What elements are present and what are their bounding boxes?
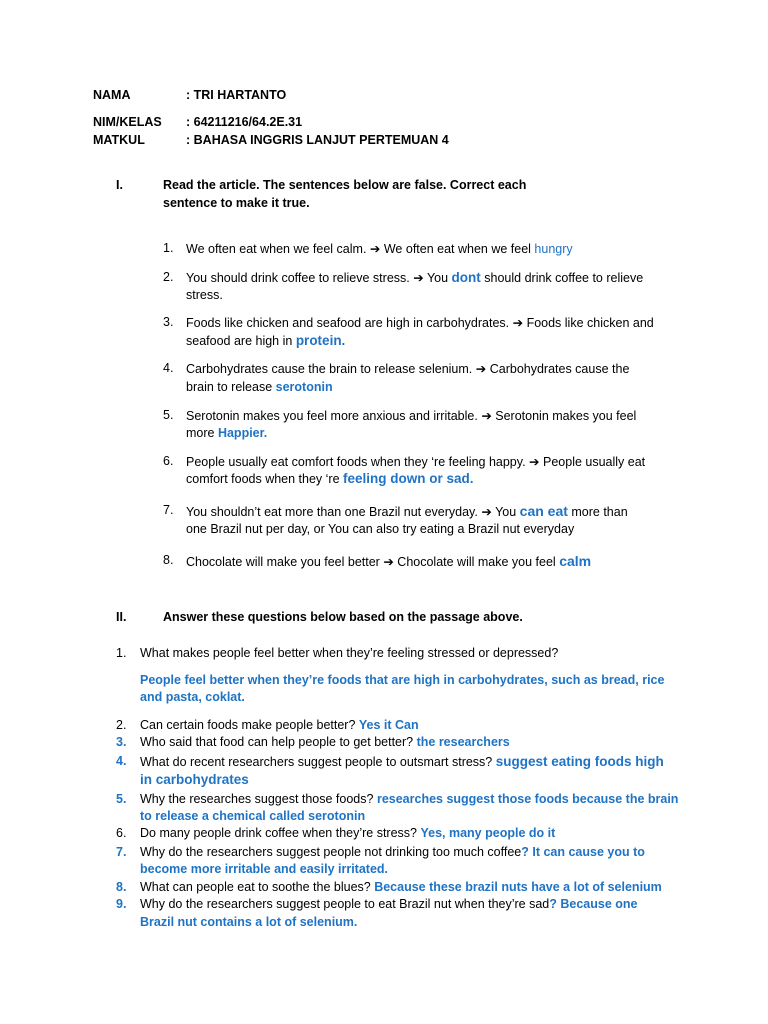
question-number: 5. [116,792,127,806]
question-text: Why the researches suggest those foods? [140,792,377,806]
corrected-sentence-line2 [186,426,267,440]
item-number: 5. [163,408,174,422]
arrow-icon: ➔ [529,455,540,469]
arrow-icon: ➔ [512,316,524,330]
section1-instruction-line2: sentence to make it true. [163,196,310,210]
false-sentence: Serotonin makes you feel more anxious and irritable. [186,409,478,423]
question-item [140,792,678,806]
list-item [186,553,591,569]
item-number: 4. [163,361,174,375]
arrow-icon: ➔ [413,271,424,285]
nama-value: : TRI HARTANTO [186,88,287,102]
item-number: 2. [163,270,174,284]
corrected-sentence-line2 [186,333,345,348]
answer-text: People feel better when they’re foods that are high in carbohydrates, such as bread, rice [140,673,665,687]
question-text: What makes people feel better when they’re feeling stressed or depressed? [140,646,559,660]
answer-text: Happier. [217,426,268,440]
item-number: 6. [163,454,174,468]
nim-value: : 64211216/64.2E.31 [186,115,303,129]
false-sentence: People usually eat comfort foods when they ‘re feeling happy. [186,455,526,469]
false-sentence: Foods like chicken and seafood are high in carbohydrates. [186,316,510,330]
question-item [140,880,662,894]
matkul-label: MATKUL [93,133,145,147]
arrow-icon: ➔ [369,242,381,256]
question-number: 6. [116,826,127,840]
question-text: What can people eat to soothe the blues? [140,880,375,894]
answer-text: protein. [295,333,346,348]
corrected-sentence: Chocolate will make you feel [393,555,560,569]
answer-text-line2: Brazil nut contains a lot of selenium. [140,915,358,929]
answer-text: hungry [534,242,573,256]
false-sentence: Chocolate will make you feel better [186,555,380,569]
false-sentence: You should drink coffee to relieve stress. [186,271,410,285]
arrow-icon: ➔ [383,555,394,569]
question-item [140,735,510,749]
corrected-sentence: We often eat when we feel [380,242,535,256]
section1-instruction-line1: Read the article. The sentences below are false. Correct each [163,178,527,192]
arrow-icon: ➔ [475,362,487,376]
question-item [140,826,555,840]
list-item [186,454,645,469]
section2-number: II. [116,610,127,624]
answer-text: serotonin [275,380,333,394]
question-number: 4. [116,754,127,768]
answer-text: feeling down or sad. [343,471,474,486]
question-text: What do recent researchers suggest people to outsmart stress? [140,755,496,769]
answer-text-line2: in carbohydrates [140,772,249,787]
question-number: 7. [116,845,127,859]
corrected-sentence-cont: more than [567,505,628,519]
list-item [186,408,636,423]
nim-label: NIM/KELAS [93,115,162,129]
question-item [140,754,664,769]
question-item [140,845,645,859]
answer-text: suggest eating foods high [495,754,664,769]
corrected-sentence-cont: should drink coffee to relieve [480,271,644,285]
false-sentence: Carbohydrates cause the brain to release selenium. [186,362,473,376]
corrected-sentence: Carbohydrates cause the [486,362,630,376]
section1-number: I. [116,178,123,192]
question-number: 8. [116,880,127,894]
corrected-sentence-cont: comfort foods when they ‘re [186,472,344,486]
question-item [140,718,419,732]
corrected-sentence-line2: stress. [186,288,223,302]
item-number: 8. [163,553,174,567]
answer-text-line2: become more irritable and easily irritated. [140,862,389,876]
corrected-sentence-cont: brain to release [186,380,276,394]
question-number: 2. [116,718,127,732]
corrected-sentence: Serotonin makes you feel [491,409,637,423]
corrected-sentence: You [423,271,452,285]
section2-instruction: Answer these questions below based on the passage above. [163,610,523,624]
question-text: Do many people drink coffee when they’re stress? [140,826,421,840]
list-item [186,315,654,330]
answer-text: calm [559,553,592,569]
answer-text: Because these brazil nuts have a lot of selenium [374,880,662,894]
answer-text: researches suggest those foods because the brain [376,792,679,806]
matkul-value: : BAHASA INGGRIS LANJUT PERTEMUAN 4 [186,133,449,147]
question-number: 9. [116,897,127,911]
nama-label: NAMA [93,88,131,102]
question-text: Can certain foods make people better? [140,718,359,732]
corrected-sentence-line2 [186,471,474,486]
false-sentence: We often eat when we feel calm. [186,242,367,256]
answer-text: dont [451,270,481,285]
question-text: Why do the researchers suggest people not drinking too much coffee [140,845,522,859]
arrow-icon: ➔ [481,409,492,423]
list-item [186,361,629,376]
answer-text: ? It can cause you to [521,845,645,859]
item-number: 1. [163,241,174,255]
answer-text: Yes it Can [358,718,419,732]
question-number: 1. [116,646,127,660]
list-item [186,270,643,285]
false-sentence: You shouldn’t eat more than one Brazil nut everyday. [186,505,478,519]
item-number: 7. [163,503,174,517]
answer-text: ? Because one [549,897,638,911]
answer-text-line2: and pasta, coklat. [140,690,245,704]
corrected-sentence: Foods like chicken and [523,316,654,330]
question-text: Who said that food can help people to get better? [140,735,417,749]
corrected-sentence-cont: more [186,426,218,440]
answer-text-line2: to release a chemical called serotonin [140,809,366,823]
answer-text: Yes, many people do it [420,826,556,840]
corrected-sentence-cont: seafood are high in [186,334,296,348]
corrected-sentence-line2 [186,380,333,394]
list-item [186,503,628,519]
question-text: Why do the researchers suggest people to eat Brazil nut when they’re sad [140,897,550,911]
item-number: 3. [163,315,174,329]
corrected-sentence: You [491,505,520,519]
answer-text: can eat [519,503,568,519]
question-item [140,897,638,911]
question-number: 3. [116,735,127,749]
corrected-sentence: People usually eat [539,455,646,469]
list-item [186,241,573,256]
answer-text: the researchers [416,735,510,749]
arrow-icon: ➔ [481,505,492,519]
corrected-sentence-line2: one Brazil nut per day, or You can also try eating a Brazil nut everyday [186,522,575,536]
